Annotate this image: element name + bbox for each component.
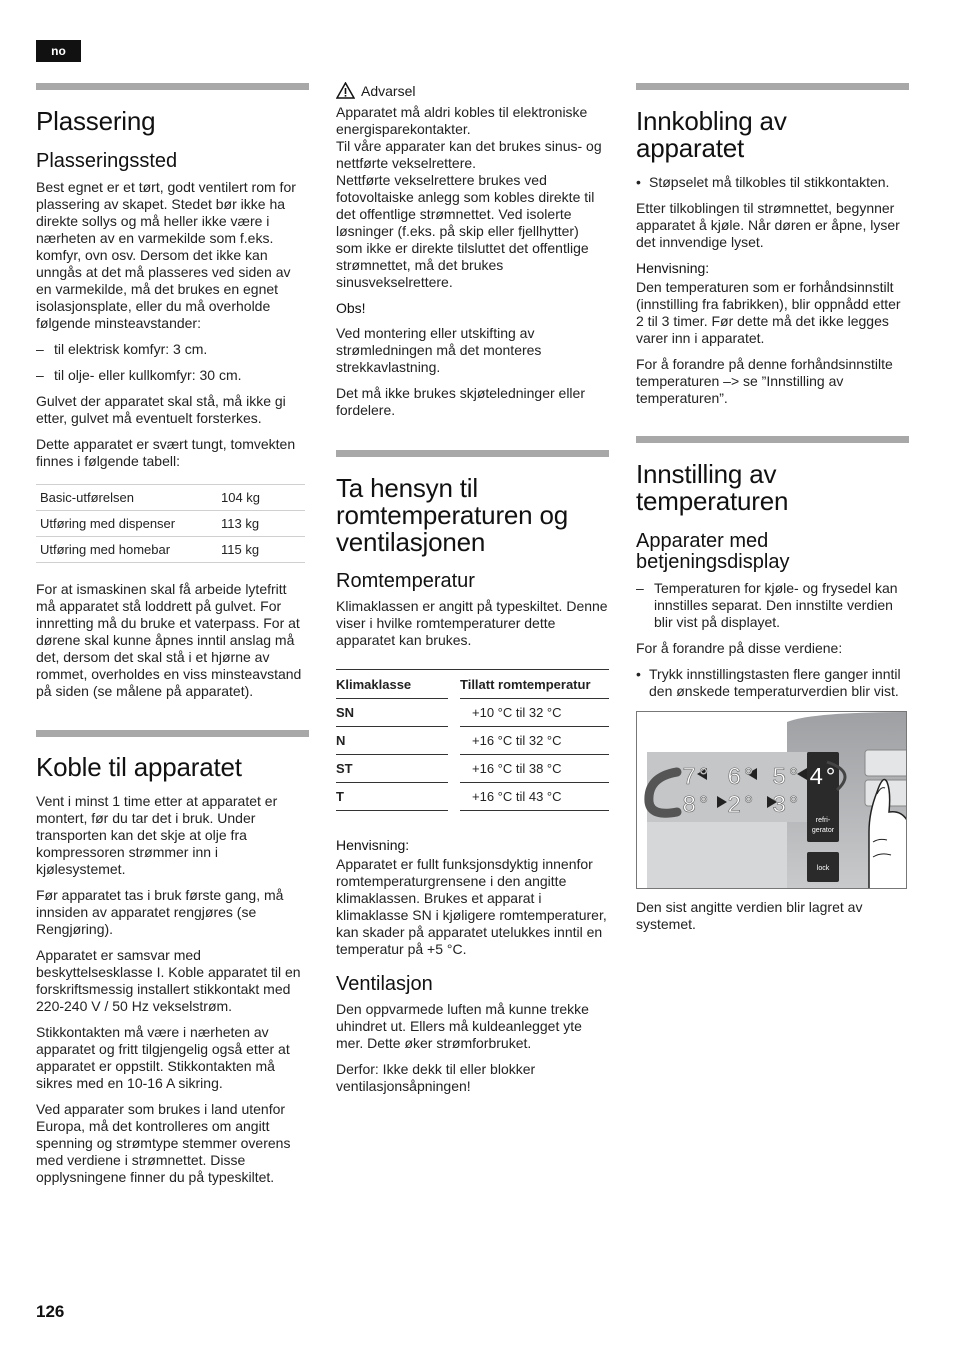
paragraph: For at ismaskinen skal få arbeide lytefritt må apparatet stå loddrett på gulvet. For innretting må du bruke et vaterpass. For at dørene skal kunne åpnes inntil anslag må det, dersom det skal stå i et hjørne av rommet, overholdes en viss minsteavstand på siden (se målene på apparatet).	[36, 581, 302, 699]
paragraph: Til våre apparater kan det brukes sinus- og nettførte vekselrettere.	[336, 138, 602, 171]
column-middle	[336, 82, 609, 1095]
table-header-row	[336, 670, 609, 699]
paragraph: Nettførte vekselrettere brukes ved fotovoltaiske anlegg som kobles direkte til det offentlige strømnettet. Ved isolerte løsninger (f.eks. på skip eller fjellhytter) som ikke er direkte tilsluttet det offentlige strømnettet, må det brukes sinusvekselrettere.	[336, 172, 595, 290]
table-cell: Basic-utførelsen	[36, 485, 217, 511]
dash-list	[636, 580, 909, 631]
table-cell: +16 °C til 32 °C	[460, 727, 609, 755]
paragraph: Apparatet er fullt funksjonsdyktig innenfor romtemperaturgrensene i den angitte klimaklassen. Brukes et apparat i klimaklasse SN i kjøligere romtemperaturer, kan skader på apparatet utelukkes inntil en temperatur på +5 °C.	[336, 856, 607, 957]
lock-label: lock	[816, 865, 830, 872]
button-label: gerator	[811, 827, 835, 834]
display-digit: 5°	[772, 765, 801, 792]
table-cell: +16 °C til 43 °C	[460, 783, 609, 811]
table-row	[336, 783, 609, 811]
page-number: 126	[36, 1302, 65, 1321]
table-cell: T	[336, 783, 448, 811]
table-cell: Utføring med dispenser	[36, 511, 217, 537]
table-cell: +10 °C til 32 °C	[460, 699, 609, 727]
table-gap	[448, 727, 460, 755]
table-header: Tillatt romtemperatur	[460, 670, 609, 699]
section-rule	[36, 730, 309, 737]
paragraph: For å forandre på disse verdiene:	[636, 640, 843, 656]
figure-caption: Den sist angitte verdien blir lagret av systemet.	[636, 899, 863, 932]
table-cell: Utføring med homebar	[36, 537, 217, 563]
climate-table	[336, 669, 609, 811]
paragraph: Før apparatet tas i bruk første gang, må innsiden av apparatet rengjøres (se Rengjøring).	[36, 887, 284, 937]
display-digit: 8°	[682, 793, 711, 820]
table-cell: 104 kg	[217, 485, 305, 511]
table-cell: 113 kg	[217, 511, 305, 537]
heading-ventilasjon: Ventilasjon	[336, 973, 433, 995]
display-digit: 7°	[682, 765, 711, 792]
heading-plasseringssted: Plasseringssted	[36, 150, 178, 172]
list-item: • Trykk innstillingstasten flere ganger inntil den ønskede temperaturverdien blir vist.	[636, 666, 909, 700]
section-rule	[636, 83, 909, 90]
display-digit: 2°	[727, 793, 756, 820]
paragraph: Apparatet er samsvar med beskyttelsesklasse I. Koble apparatet til en forskriftsmessig installert stikkontakt med 220-240 V / 50 Hz vekselstrøm.	[36, 947, 301, 1014]
paragraph: Gulvet der apparatet skal stå, må ikke gi etter, gulvet må eventuelt forsterkes.	[36, 393, 286, 426]
list-item: • Støpselet må tilkobles til stikkontakten.	[636, 174, 909, 191]
table-header: Klimaklasse	[336, 670, 448, 699]
column-right	[636, 83, 909, 933]
list-item: – til olje- eller kullkomfyr: 30 cm.	[36, 367, 309, 384]
bullet-list	[636, 174, 909, 191]
table-cell: SN	[336, 699, 448, 727]
section-rule	[636, 436, 909, 443]
paragraph: Det må ikke brukes skjøteledninger eller fordelere.	[336, 385, 585, 418]
display-panel-figure	[636, 711, 907, 889]
control-panel-illustration	[637, 712, 907, 889]
henvisning-label: Henvisning:	[636, 260, 710, 276]
display-digit: 6°	[727, 765, 756, 792]
warning-label: Advarsel	[361, 82, 416, 99]
distance-list	[36, 341, 309, 384]
paragraph: Den temperaturen som er forhåndsinnstilt (innstilling fra fabrikken), blir oppnådd etter 2 til 3 timer. Før dette må det ikke legges varer inn i apparatet.	[636, 279, 901, 346]
table-row	[36, 537, 305, 563]
heading-romtemperatur: Romtemperatur	[336, 570, 475, 592]
paragraph: Klimaklassen er angitt på typeskiltet. Denne viser i hvilke romtemperaturer dette apparatet kan brukes.	[336, 598, 608, 648]
heading-apparater: Apparater med betjeningsdisplay	[636, 530, 790, 573]
table-cell: N	[336, 727, 448, 755]
bullet-list	[636, 666, 909, 700]
heading-innstilling: Innstilling av temperaturen	[636, 459, 789, 516]
table-gap	[448, 755, 460, 783]
paragraph: Etter tilkoblingen til strømnettet, begynner apparatet å kjøle. Når døren er åpne, lyser det innvendige lyset.	[636, 200, 900, 250]
table-row	[336, 727, 609, 755]
paragraph: Den oppvarmede luften må kunne trekke uhindret ut. Ellers må kuldeanlegget yte mer. Dette øker strømforbruket.	[336, 1001, 589, 1051]
paragraph: Ved apparater som brukes i land utenfor Europa, må det kontrolleres om angitt spenning og strømtype stemmer overens med verdiene i strømnettet. Disse opplysningene finner du på typeskiltet.	[36, 1101, 291, 1185]
table-row	[336, 755, 609, 783]
heading-plassering: Plassering	[36, 106, 156, 136]
warning-icon	[336, 82, 355, 99]
language-tab: no	[36, 40, 81, 62]
table-cell: 115 kg	[217, 537, 305, 563]
paragraph: Derfor: Ikke dekk til eller blokker ventilasjonsåpningen!	[336, 1061, 536, 1094]
heading-innkobling: Innkobling av apparatet	[636, 106, 787, 163]
section-rule	[336, 450, 609, 457]
list-item: – til elektrisk komfyr: 3 cm.	[36, 341, 309, 358]
display-digit: 4°	[809, 765, 838, 792]
paragraph: Apparatet må aldri kobles til elektroniske energisparekontakter.	[336, 104, 588, 137]
table-row	[36, 485, 305, 511]
heading-koble: Koble til apparatet	[36, 752, 242, 782]
paragraph: Stikkontakten må være i nærheten av apparatet og fritt tilgjengelig også etter at apparatet er oppstilt. Stikkontakten må sikres med en 10-16 A sikring.	[36, 1024, 290, 1091]
column-left	[36, 83, 309, 1186]
list-item: – Temperaturen for kjøle- og frysedel kan innstilles separat. Den innstilte verdien blir vist på displayet.	[636, 580, 909, 631]
paragraph: Ved montering eller utskifting av strømledningen må det monteres strekkavlastning.	[336, 325, 542, 375]
button-label: refri-	[815, 817, 831, 824]
heading-ta-hensyn: Ta hensyn til romtemperaturen og ventilasjonen	[336, 473, 568, 557]
table-row	[336, 699, 609, 727]
table-gap	[448, 699, 460, 727]
table-gap	[448, 783, 460, 811]
table-cell: +16 °C til 38 °C	[460, 755, 609, 783]
weight-table	[36, 484, 305, 563]
henvisning-label: Henvisning:	[336, 837, 410, 853]
paragraph: For å forandre på denne forhåndsinnstilte temperaturen –> se ”Innstilling av temperaturen”.	[636, 356, 893, 406]
display-digit: 3°	[772, 793, 801, 820]
paragraph: Dette apparatet er svært tungt, tomvekten finnes i følgende tabell:	[36, 436, 296, 469]
paragraph: Vent i minst 1 time etter at apparatet er montert, før du tar det i bruk. Under transporten kan det skje at olje fra kompressoren strømmer inn i kjølesystemet.	[36, 793, 278, 877]
table-gap	[448, 670, 460, 699]
table-cell: ST	[336, 755, 448, 783]
warning-heading	[336, 82, 609, 99]
paragraph: Best egnet er et tørt, godt ventilert rom for plassering av skapet. Stedet bør ikke ha direkte sollys og må heller ikke være i nærheten av en varmekilde som f.eks. komfyr, ovn osv. Dersom det ikke kan unngås at det må plasseres ved siden av en varmekilde, må det brukes en egnet isolasjonsplate, eller du må overholde følgende minsteavstander:	[36, 179, 296, 331]
table-row	[36, 511, 305, 537]
obs-label: Obs!	[336, 300, 366, 316]
section-rule	[36, 83, 309, 90]
